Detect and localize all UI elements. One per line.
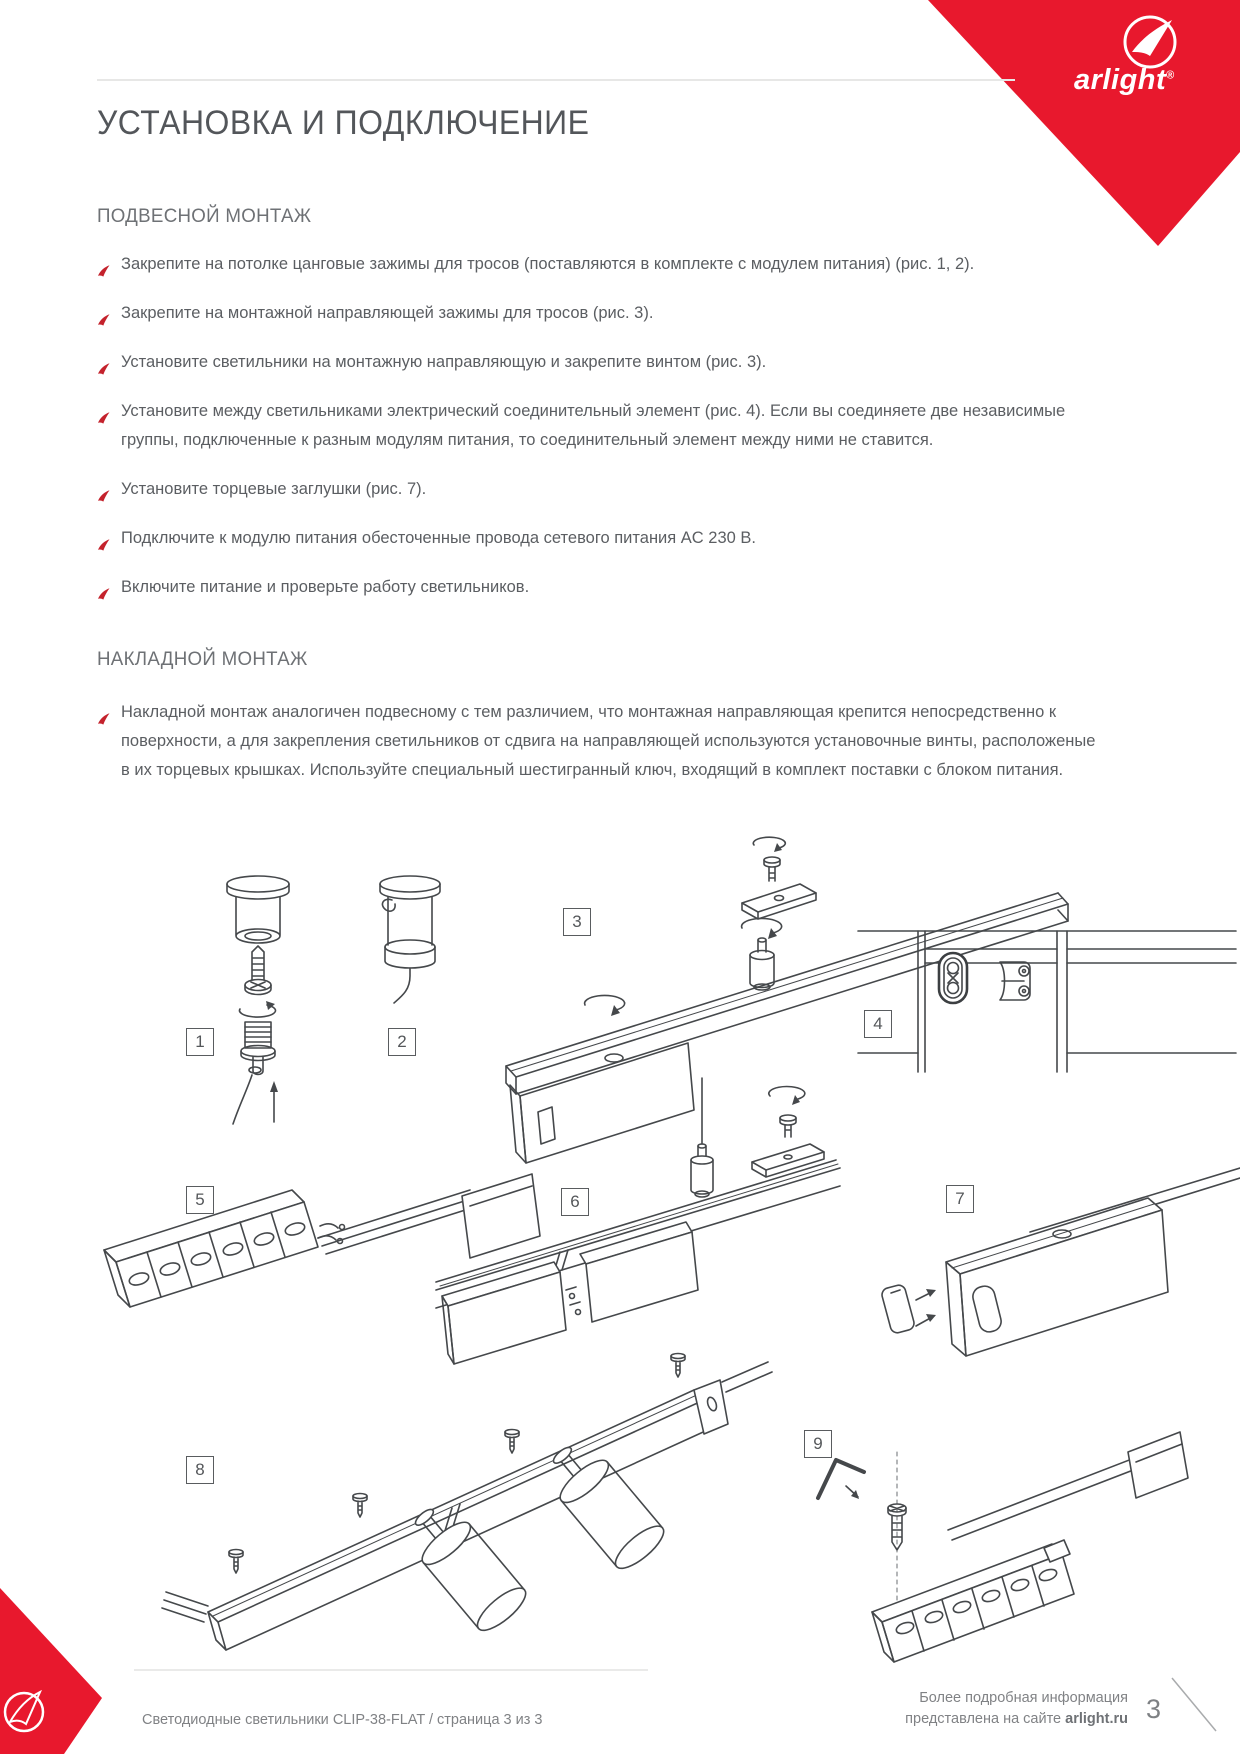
top-divider — [97, 79, 1015, 81]
arlight-logo-text: arlight® — [1074, 64, 1175, 96]
bullet-text: Закрепите на потолке цанговые зажимы для тросов (поставляются в комплекте с модулем питания) (рис. 1, 2). — [121, 255, 975, 273]
section-heading-pendant: ПОДВЕСНОЙ МОНТАЖ — [97, 205, 312, 227]
bullet-item — [97, 475, 1102, 504]
footer-divider — [134, 1669, 648, 1671]
footer-info-line1: Более подробная информация — [919, 1690, 1128, 1706]
bullet-item — [97, 397, 1102, 455]
arrow-bullet-icon — [97, 258, 110, 287]
figure-label-4: 4 — [864, 1010, 892, 1038]
figure-label-5: 5 — [186, 1186, 214, 1214]
footer-document-info: Светодиодные светильники CLIP-38-FLAT / страница 3 из 3 — [142, 1712, 543, 1728]
arrow-bullet-icon — [97, 483, 110, 512]
footer-info-line2: представлена на сайте arlight.ru — [905, 1711, 1128, 1727]
page-title: УСТАНОВКА И ПОДКЛЮЧЕНИЕ — [97, 104, 590, 142]
bullet-text: Установите светильники на монтажную направляющую и закрепите винтом (рис. 3). — [121, 353, 767, 371]
footer-site-link: arlight.ru — [1065, 1711, 1128, 1727]
figure-label-9: 9 — [804, 1430, 832, 1458]
bullet-text: Накладной монтаж аналогичен подвесному с тем различием, что монтажная направляющая крепится непосредственно к поверхности, а для закрепления светильников от сдвига на направляющей используются установочные винты, расположеные в их торцевых крышках. Используйте специальный шестигранный ключ, входящий в комплект поставки с блоком питания. — [121, 703, 1096, 779]
arrow-bullet-icon — [97, 307, 110, 336]
bullet-text: Закрепите на монтажной направляющей зажимы для тросов (рис. 3). — [121, 304, 654, 322]
figure-label-3: 3 — [563, 908, 591, 936]
figure-label-2: 2 — [388, 1028, 416, 1056]
figure-label-1: 1 — [186, 1028, 214, 1056]
bullet-item — [97, 698, 1102, 785]
arrow-bullet-icon — [97, 356, 110, 385]
bullet-text: Подключите к модулю питания обесточенные провода сетевого питания AC 230 В. — [121, 529, 757, 547]
bullet-list-surface — [97, 698, 1102, 805]
figure-label-7: 7 — [946, 1185, 974, 1213]
bullet-item — [97, 348, 1102, 377]
figure-label-8: 8 — [186, 1456, 214, 1484]
figure-label-6: 6 — [561, 1188, 589, 1216]
bullet-item — [97, 250, 1102, 279]
footer-site-info — [905, 1688, 1128, 1730]
arrow-bullet-icon — [97, 581, 110, 610]
bullet-text: Установите между светильниками электрический соединительный элемент (рис. 4). Если вы соединяете две независимые группы, подключенные к разным модулям питания, то соединительный элемент между ними не ставится. — [121, 402, 1066, 449]
arrow-bullet-icon — [97, 706, 110, 735]
bullet-text: Включите питание и проверьте работу светильников. — [121, 578, 530, 596]
page-number: 3 — [1146, 1694, 1162, 1724]
arrow-bullet-icon — [97, 532, 110, 561]
bullet-text: Установите торцевые заглушки (рис. 7). — [121, 480, 427, 498]
bullet-item — [97, 299, 1102, 328]
bullet-item — [97, 573, 1102, 602]
bullet-list-pendant — [97, 250, 1102, 622]
section-heading-surface: НАКЛАДНОЙ МОНТАЖ — [97, 648, 308, 670]
bullet-item — [97, 524, 1102, 553]
registered-mark: ® — [1166, 69, 1175, 82]
arrow-bullet-icon — [97, 405, 110, 434]
